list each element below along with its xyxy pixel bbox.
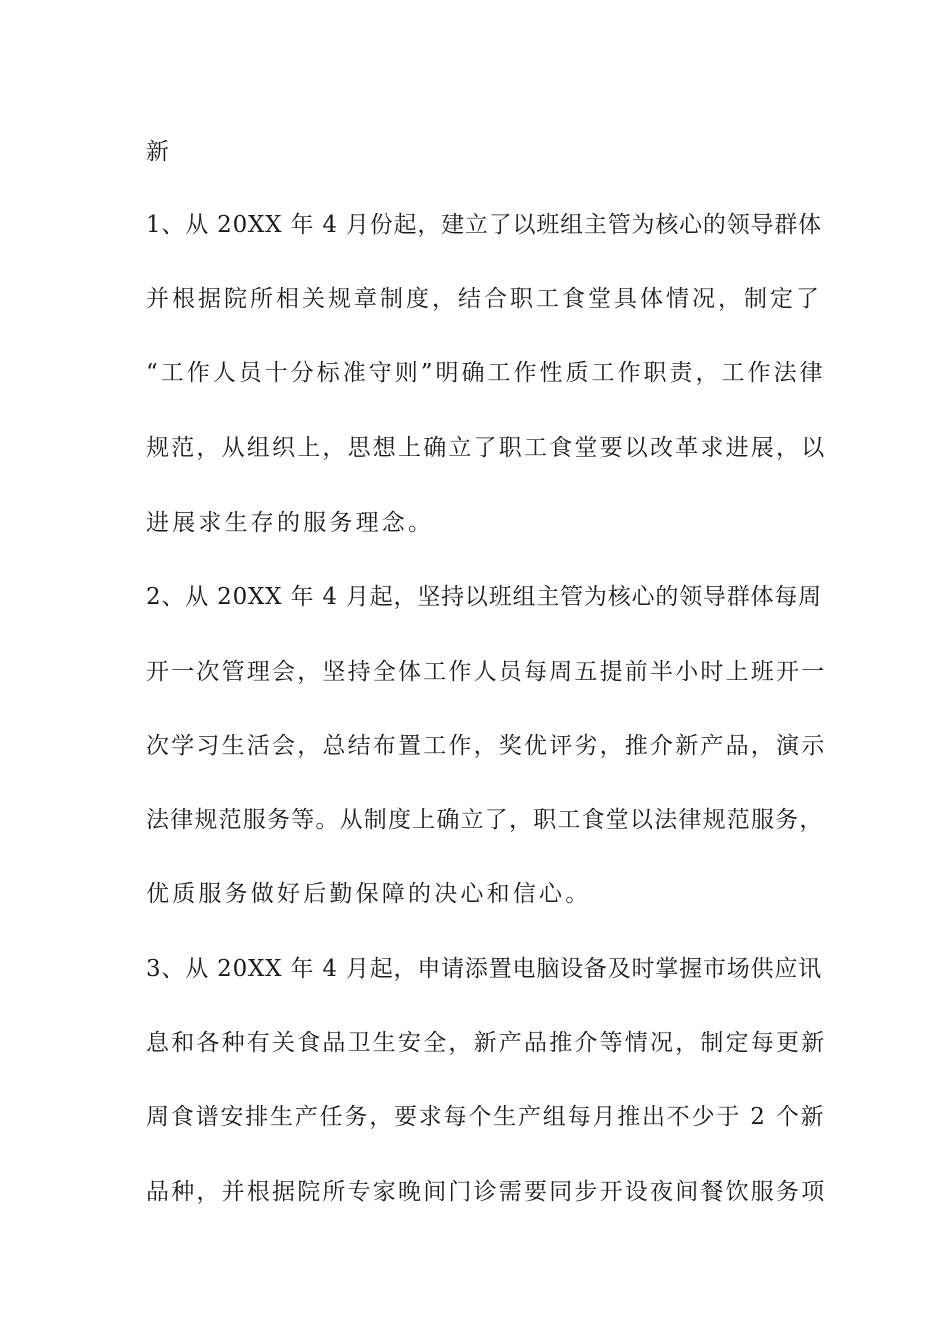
text-line: 开一次管理会，坚持全体工作人员每周五提前半小时上班开一 [146, 659, 827, 685]
text-line: 次学习生活会，总结布置工作，奖优评劣，推介新产品，演示 [146, 733, 827, 759]
text-line: 进展求生存的服务理念。 [146, 510, 435, 536]
text-line: 优质服务做好后勤保障的决心和信心。 [146, 881, 592, 907]
text-line: 并根据院所相关规章制度，结合职工食堂具体情况，制定了 [146, 286, 822, 312]
text-line: “工作人员十分标准守则”明确工作性质工作职责，工作法律 [146, 360, 826, 386]
text-line: 法律规范服务等。从制度上确立了，职工食堂以法律规范服务， [146, 807, 824, 833]
text-line: 3、从 20XX 年 4 月起，申请添置电脑设备及时掌握市场供应讯 [146, 956, 822, 982]
text-line: 品种，并根据院所专家晚间门诊需要同步开设夜间餐饮服务项 [146, 1179, 827, 1205]
text-line: 2、从 20XX 年 4 月起，坚持以班组主管为核心的领导群体每周 [146, 584, 822, 610]
text-line: 1、从 20XX 年 4 月份起，建立了以班组主管为核心的领导群体 [146, 212, 822, 238]
text-line: 息和各种有关食品卫生安全，新产品推介等情况，制定每更新 [146, 1030, 827, 1056]
text-line: 新 [146, 139, 173, 165]
text-line: 规范，从组织上，思想上确立了职工食堂要以改革求进展，以 [146, 435, 827, 461]
text-line: 周食谱安排生产任务，要求每个生产组每月推出不少于 2 个新 [146, 1104, 826, 1130]
